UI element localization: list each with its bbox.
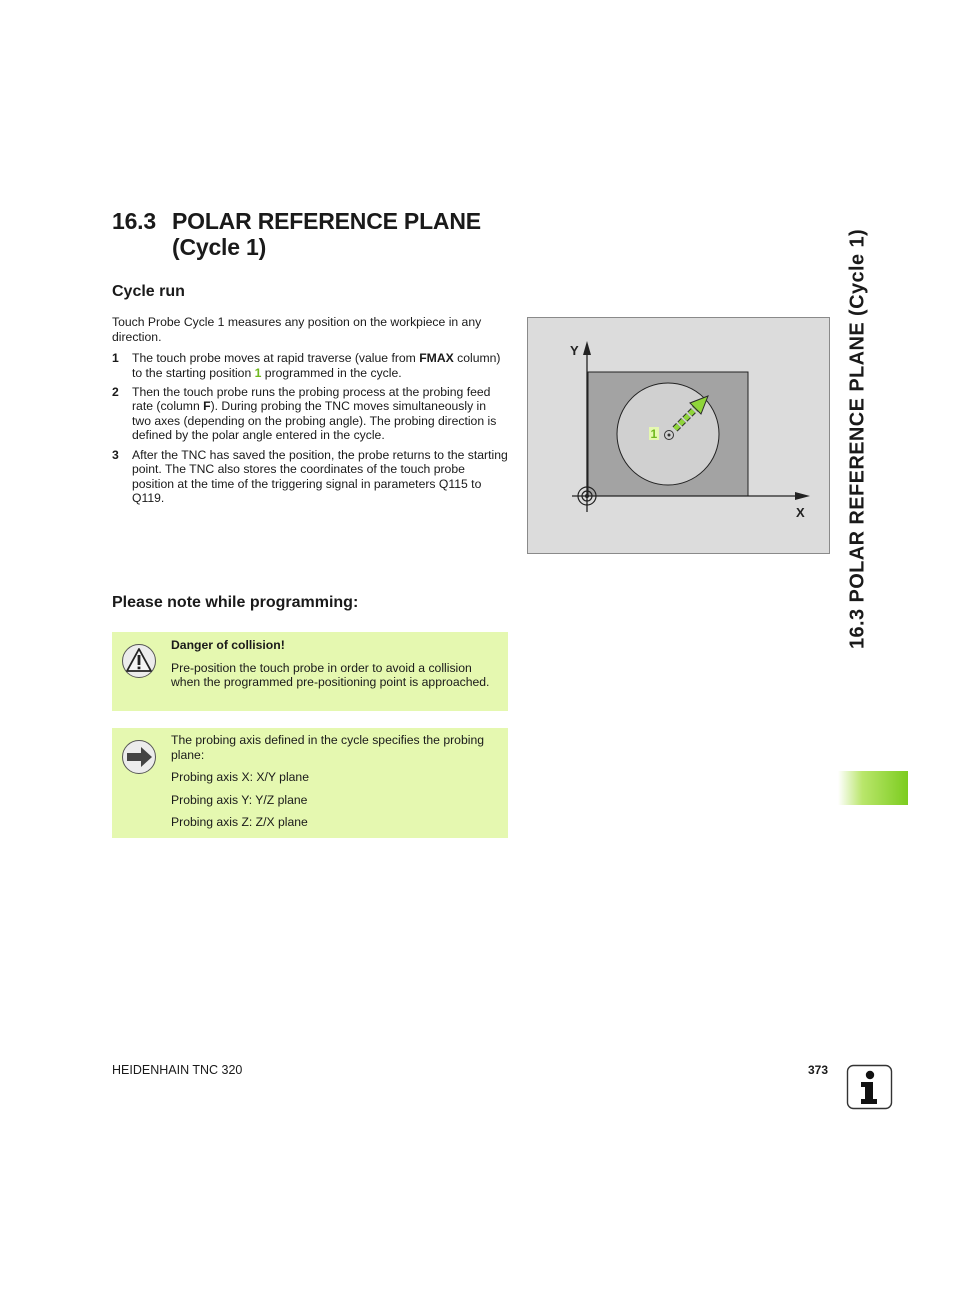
danger-note-content	[171, 638, 501, 690]
info-note-box	[112, 728, 508, 838]
x-axis-arrow	[795, 492, 810, 500]
chapter-tab	[838, 771, 908, 805]
step-text: ). During probing the TNC moves simultaneously in two axes (depending on the probing angle). The probing direction is defined by the polar angle entered in the cycle.	[132, 399, 497, 443]
step-number: 1	[112, 351, 119, 365]
list-item	[112, 448, 508, 506]
y-axis-label: Y	[570, 343, 579, 358]
start-point-dot	[668, 434, 671, 437]
cycle-run-intro: Touch Probe Cycle 1 measures any position on the workpiece in any direction.	[112, 315, 482, 344]
cycle-run-heading: Cycle run	[112, 283, 185, 300]
section-title	[112, 208, 481, 260]
point-label: 1	[650, 427, 658, 441]
programming-heading: Please note while programming:	[112, 594, 359, 611]
footer-product-name: HEIDENHAIN TNC 320	[112, 1063, 243, 1077]
danger-note-box	[112, 632, 508, 711]
step-text: After the TNC has saved the position, the probe returns to the starting point. The TNC also stores the coordinates of the touch probe position at the time of the triggering signal in parameters Q115 to Q119.	[132, 447, 508, 506]
warning-icon	[121, 643, 157, 684]
side-running-title	[838, 214, 878, 664]
position-reference: 1	[254, 365, 262, 380]
section-number: 16.3	[112, 208, 156, 234]
section-title-line2: (Cycle 1)	[172, 234, 267, 260]
info-icon	[846, 1064, 894, 1110]
list-item: Probing axis X: X/Y plane	[171, 770, 309, 785]
step-text: The touch probe moves at rapid traverse (value from	[132, 351, 420, 365]
x-axis-label: X	[796, 505, 805, 520]
page-number: 373	[808, 1063, 829, 1077]
danger-text: Pre-position the touch probe in order to avoid a collision when the programmed pre-positioning point is approached.	[171, 660, 490, 690]
list-item	[112, 385, 508, 443]
list-item	[112, 351, 508, 380]
danger-title: Danger of collision!	[171, 638, 285, 652]
list-item: Probing axis Z: Z/X plane	[171, 815, 308, 830]
step-text: programmed in the cycle.	[261, 365, 402, 380]
info-note-content	[171, 733, 501, 830]
step-bold-text: FMAX	[419, 351, 454, 365]
figure-drawing	[527, 317, 830, 554]
info-text: The probing axis defined in the cycle specifies the probing plane:	[171, 733, 485, 762]
origin-dot	[585, 494, 589, 498]
step-text: Then the touch probe runs the probing process at the probing feed rate (column	[132, 384, 491, 414]
step-bold-text: F	[203, 399, 211, 414]
polar-probing-figure	[527, 317, 830, 554]
step-number: 3	[112, 447, 119, 462]
cycle-steps-list	[112, 351, 508, 510]
step-number: 2	[112, 384, 119, 399]
side-title-text: 16.3 POLAR REFERENCE PLANE (Cycle 1)	[846, 228, 869, 650]
list-item: Probing axis Y: Y/Z plane	[171, 792, 308, 807]
y-axis-arrow	[583, 341, 591, 355]
step-text: column) to the starting position	[132, 351, 501, 380]
section-title-line1: POLAR REFERENCE PLANE	[172, 208, 481, 234]
arrow-right-icon	[121, 739, 157, 780]
